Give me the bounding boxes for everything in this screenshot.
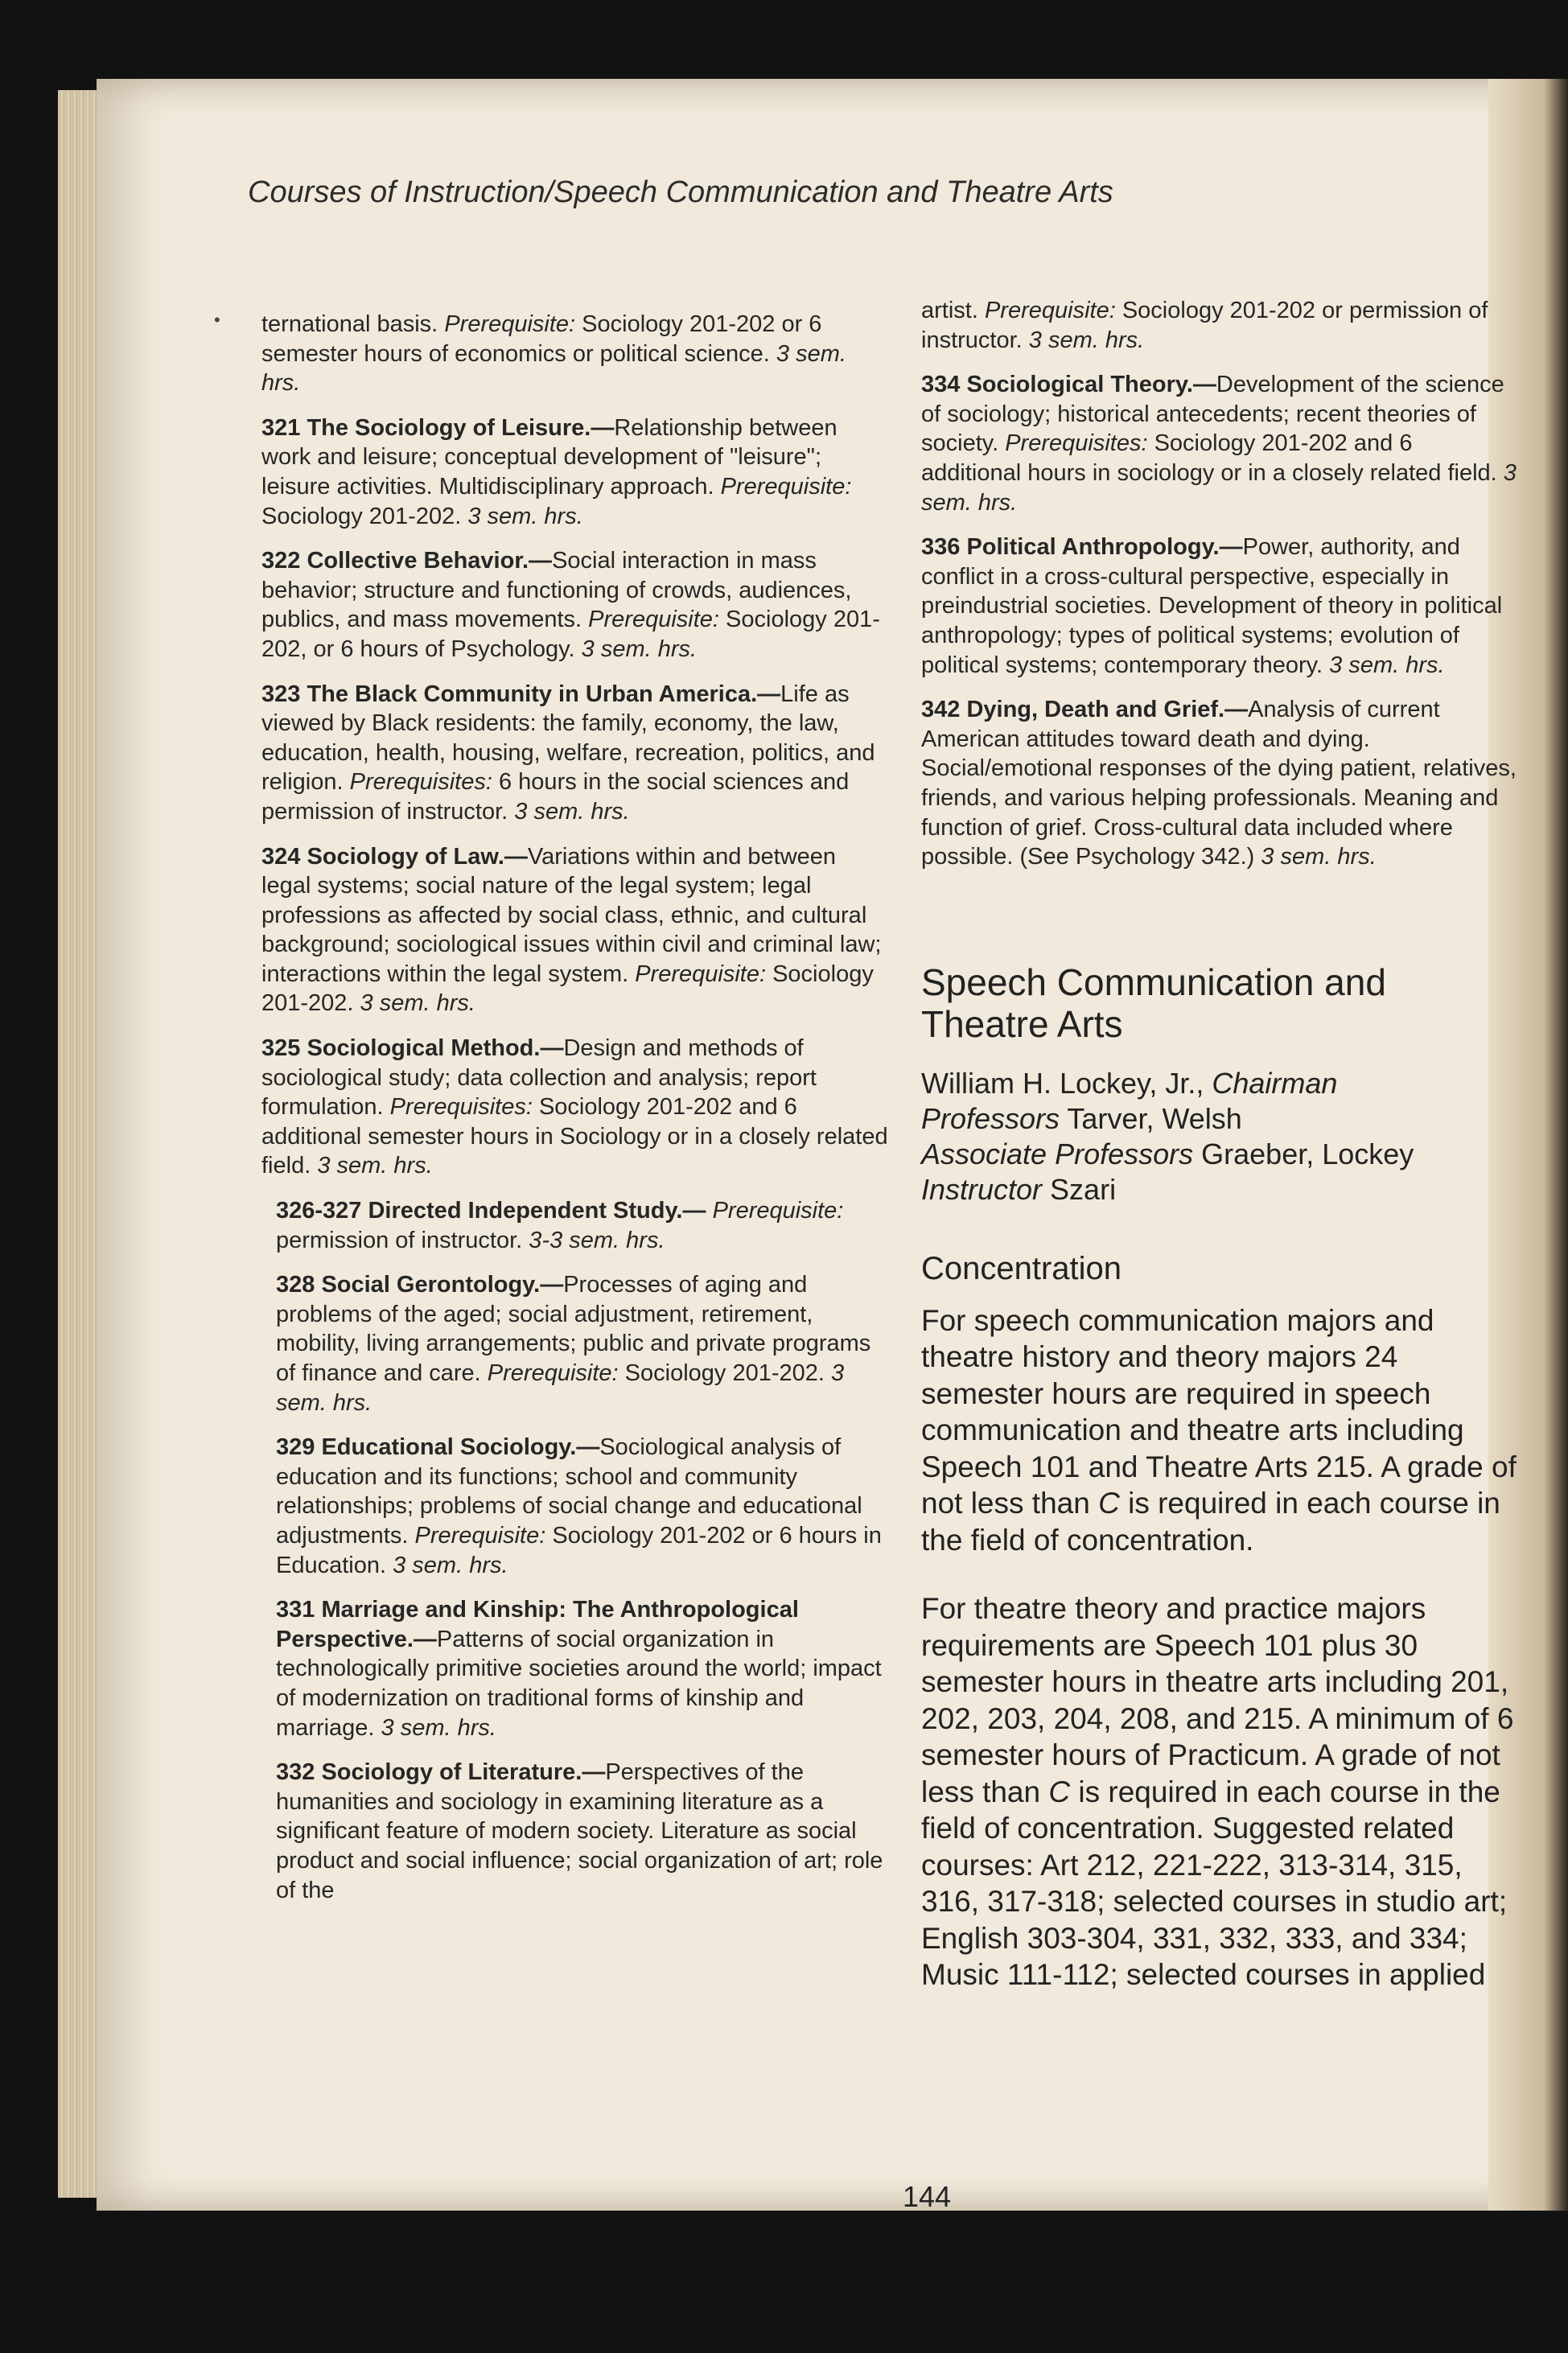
prerequisite-label: Prerequisite: — [487, 1360, 619, 1386]
course-title: 332 Sociology of Literature.— — [276, 1759, 606, 1786]
course-title: 329 Educational Sociology.— — [276, 1434, 600, 1461]
course-description: Power, authority, and conflict in a cross-cultural perspective, especially in preindustrial societies. Development of theory in political anthropology; types of political systems; evolution of political systems; contemporary theory. — [921, 534, 1503, 678]
faculty-rank: Instructor — [921, 1172, 1043, 1206]
course-description: Relationship between work and leisure; conceptual development of "leisure"; leisure activities. Multidisciplinary approach. — [261, 414, 838, 500]
course-title: 334 Sociological Theory.— — [921, 372, 1216, 398]
prerequisite-text: Sociology 201-202. — [261, 961, 874, 1017]
page-number: 144 — [903, 2180, 952, 2213]
paragraph-text: is required in each course in the field of concentration. Suggested related courses: Art 212, 221-222, 313-314, 315, 316, 317-318; selected courses in studio art; English 303-304, 331, 332, 333, and 334; Music 111-112; selected courses in applied — [921, 1775, 1508, 1992]
faculty-line-associate-professors — [921, 1137, 1517, 1172]
running-head: Courses of Instruction/Speech Communication and Theatre Arts — [248, 175, 1113, 209]
concentration-paragraph-theatre — [921, 1590, 1517, 1993]
prerequisite-text: Sociology 201-202 or 6 semester hours of economics or political science. — [261, 311, 822, 367]
prerequisite-label: Prerequisite: — [635, 961, 767, 987]
grade-letter: C — [1048, 1775, 1071, 1808]
course-description: Design and methods of sociological study; data collection and analysis; report formulation. — [261, 1035, 817, 1121]
course-description: Perspectives of the humanities and sociology in examining literature as a significant feature of modern society. Literature as social product and social influence; social organization of art; role of the — [276, 1759, 883, 1903]
course-title: 321 The Sociology of Leisure.— — [261, 414, 615, 441]
prerequisite-label: Prerequisites: — [389, 1094, 533, 1121]
course-description: artist. — [921, 298, 985, 323]
course-description: Analysis of current American attitudes toward death and dying. Social/emotional responses of the dying patient, relatives, friends, and various helping professionals. Meaning and function of grief. Cross-cultural data included where possible. (See Psychology 342.) — [921, 697, 1517, 870]
credit-hours: 3 sem. hrs. — [261, 340, 846, 397]
course-description: Sociological analysis of education and its functions; school and community relationships; problems of social change and educational adjustments. — [276, 1434, 862, 1549]
faculty-name: William H. Lockey, Jr., — [921, 1066, 1212, 1100]
faculty-line-chairman — [921, 1066, 1517, 1101]
course-entry — [261, 842, 889, 1019]
concentration-heading: Concentration — [921, 1250, 1122, 1286]
faculty-name: Graeber, Lockey — [1193, 1137, 1414, 1170]
credit-hours: 3 sem. hrs. — [393, 1552, 508, 1578]
course-title: 324 Sociology of Law.— — [261, 843, 528, 870]
prerequisite-text: Sociology 201-202 or permission of instructor. — [921, 298, 1488, 353]
grade-letter: C — [1098, 1487, 1120, 1520]
course-description: Development of the science of sociology; historical antecedents; recent theories of society. — [921, 372, 1504, 457]
course-entry — [261, 310, 889, 398]
prerequisite-label: Prerequisite: — [414, 1522, 546, 1549]
faculty-rank: Associate Professors — [921, 1137, 1194, 1170]
credit-hours: 3 sem. hrs. — [381, 1714, 496, 1741]
course-entry — [261, 1034, 889, 1181]
credit-hours: 3 sem. hrs. — [360, 990, 475, 1017]
course-description: ternational basis. — [261, 311, 445, 337]
course-entry — [921, 370, 1517, 517]
faculty-name: Tarver, Welsh — [1060, 1101, 1242, 1135]
prerequisite-text: Sociology 201-202. — [261, 503, 468, 529]
faculty-line-professors — [921, 1101, 1517, 1137]
course-title: 336 Political Anthropology.— — [921, 534, 1243, 561]
credit-hours: 3 sem. hrs. — [514, 798, 630, 825]
faculty-line-instructor — [921, 1172, 1517, 1207]
course-entry — [276, 1270, 889, 1417]
paragraph-text: For theatre theory and practice majors requirements are Speech 101 plus 30 semester hours in theatre arts including 201, 202, 203, 204, 208, and 215. A minimum of 6 semester hours of Practicum. A grade of not less than — [921, 1592, 1514, 1808]
prerequisite-label: Prerequisite: — [588, 607, 719, 633]
credit-hours: 3 sem. hrs. — [1028, 327, 1145, 353]
right-column — [921, 296, 1517, 2026]
course-entry — [261, 413, 889, 531]
course-title: 323 The Black Community in Urban America.— — [261, 681, 781, 707]
left-column — [261, 310, 889, 1920]
course-title: 322 Collective Behavior.— — [261, 548, 553, 574]
course-entry — [921, 296, 1517, 355]
prerequisite-text: Sociology 201-202, or 6 hours of Psychology. — [261, 607, 880, 662]
course-title: 342 Dying, Death and Grief.— — [921, 697, 1249, 723]
paragraph-text: is required in each course in the field of concentration. — [921, 1487, 1500, 1557]
credit-hours: 3 sem. hrs. — [581, 636, 698, 662]
concentration-paragraph-speech — [921, 1302, 1517, 1559]
course-description: Life as viewed by Black residents: the family, economy, the law, education, health, housing, welfare, recreation, politics, and religion. — [261, 681, 875, 796]
prerequisite-text: Sociology 201-202 and 6 additional semester hours in Sociology or in a closely related field. — [261, 1094, 888, 1179]
prerequisite-label: Prerequisites: — [349, 769, 492, 796]
bullet-mark: • — [214, 310, 220, 330]
credit-hours: 3 sem. hrs. — [276, 1360, 845, 1416]
section-spacer — [921, 887, 1517, 961]
course-entry — [921, 533, 1517, 680]
course-description — [706, 1198, 713, 1224]
prerequisite-label: Prerequisite: — [720, 473, 852, 500]
credit-hours: 3 sem. hrs. — [921, 459, 1517, 516]
course-entry — [276, 1196, 889, 1255]
course-entry — [261, 546, 889, 664]
faculty-name: Szari — [1042, 1172, 1117, 1206]
prerequisite-text: Sociology 201-202 and 6 additional hours in sociology or in a closely related field. — [921, 430, 1504, 486]
faculty-list — [921, 1066, 1517, 1207]
faculty-rank: Chairman — [1212, 1066, 1338, 1100]
prerequisite-text: permission of instructor. — [276, 1227, 529, 1253]
prerequisite-label: Prerequisite: — [444, 311, 576, 337]
course-entry — [276, 1433, 889, 1580]
course-description: Processes of aging and problems of the aged; social adjustment, retirement, mobility, living arrangements; public and private programs of finance and care. — [276, 1272, 871, 1386]
course-title: 328 Social Gerontology.— — [276, 1272, 564, 1298]
prerequisite-label: Prerequisites: — [1005, 430, 1148, 457]
prerequisite-text: 6 hours in the social sciences and permission of instructor. — [261, 769, 850, 825]
course-description: Variations within and between legal systems; social nature of the legal system; legal professions as affected by social class, ethnic, and cultural background; sociological issues within civil and criminal law; interactions within the legal system. — [261, 843, 882, 987]
prerequisite-text: Sociology 201-202 or 6 hours in Education. — [276, 1522, 882, 1578]
course-title: 331 Marriage and Kinship: The Anthropological Perspective.— — [276, 1597, 799, 1652]
credit-hours: 3 sem. hrs. — [467, 503, 583, 529]
section-title: Speech Communication and Theatre Arts — [921, 961, 1386, 1045]
paragraph-text: For speech communication majors and theatre history and theory majors 24 semester hours are required in speech communication and theatre arts including Speech 101 and Theatre Arts 215. A grade of not less than — [921, 1303, 1517, 1520]
credit-hours: 3 sem. hrs. — [1329, 652, 1445, 678]
credit-hours: 3 sem. hrs. — [1261, 844, 1377, 870]
course-entry — [921, 695, 1517, 872]
credit-hours: 3 sem. hrs. — [317, 1153, 433, 1179]
course-entry — [261, 680, 889, 827]
course-description: Patterns of social organization in technologically primitive societies around the world; impact of modernization on traditional forms of kinship and marriage. — [276, 1626, 882, 1741]
course-title: 325 Sociological Method.— — [261, 1035, 564, 1062]
prerequisite-label: Prerequisite: — [984, 298, 1116, 323]
credit-hours: 3-3 sem. hrs. — [529, 1227, 665, 1253]
course-title: 326-327 Directed Independent Study.— — [276, 1198, 706, 1224]
course-entry — [276, 1595, 889, 1742]
prerequisite-label: Prerequisite: — [712, 1198, 844, 1224]
course-description: Social interaction in mass behavior; structure and functioning of crowds, audiences, publics, and mass movements. — [261, 548, 852, 633]
faculty-rank: Professors — [921, 1101, 1060, 1135]
prerequisite-text: Sociology 201-202. — [618, 1360, 832, 1386]
course-entry — [276, 1758, 889, 1905]
